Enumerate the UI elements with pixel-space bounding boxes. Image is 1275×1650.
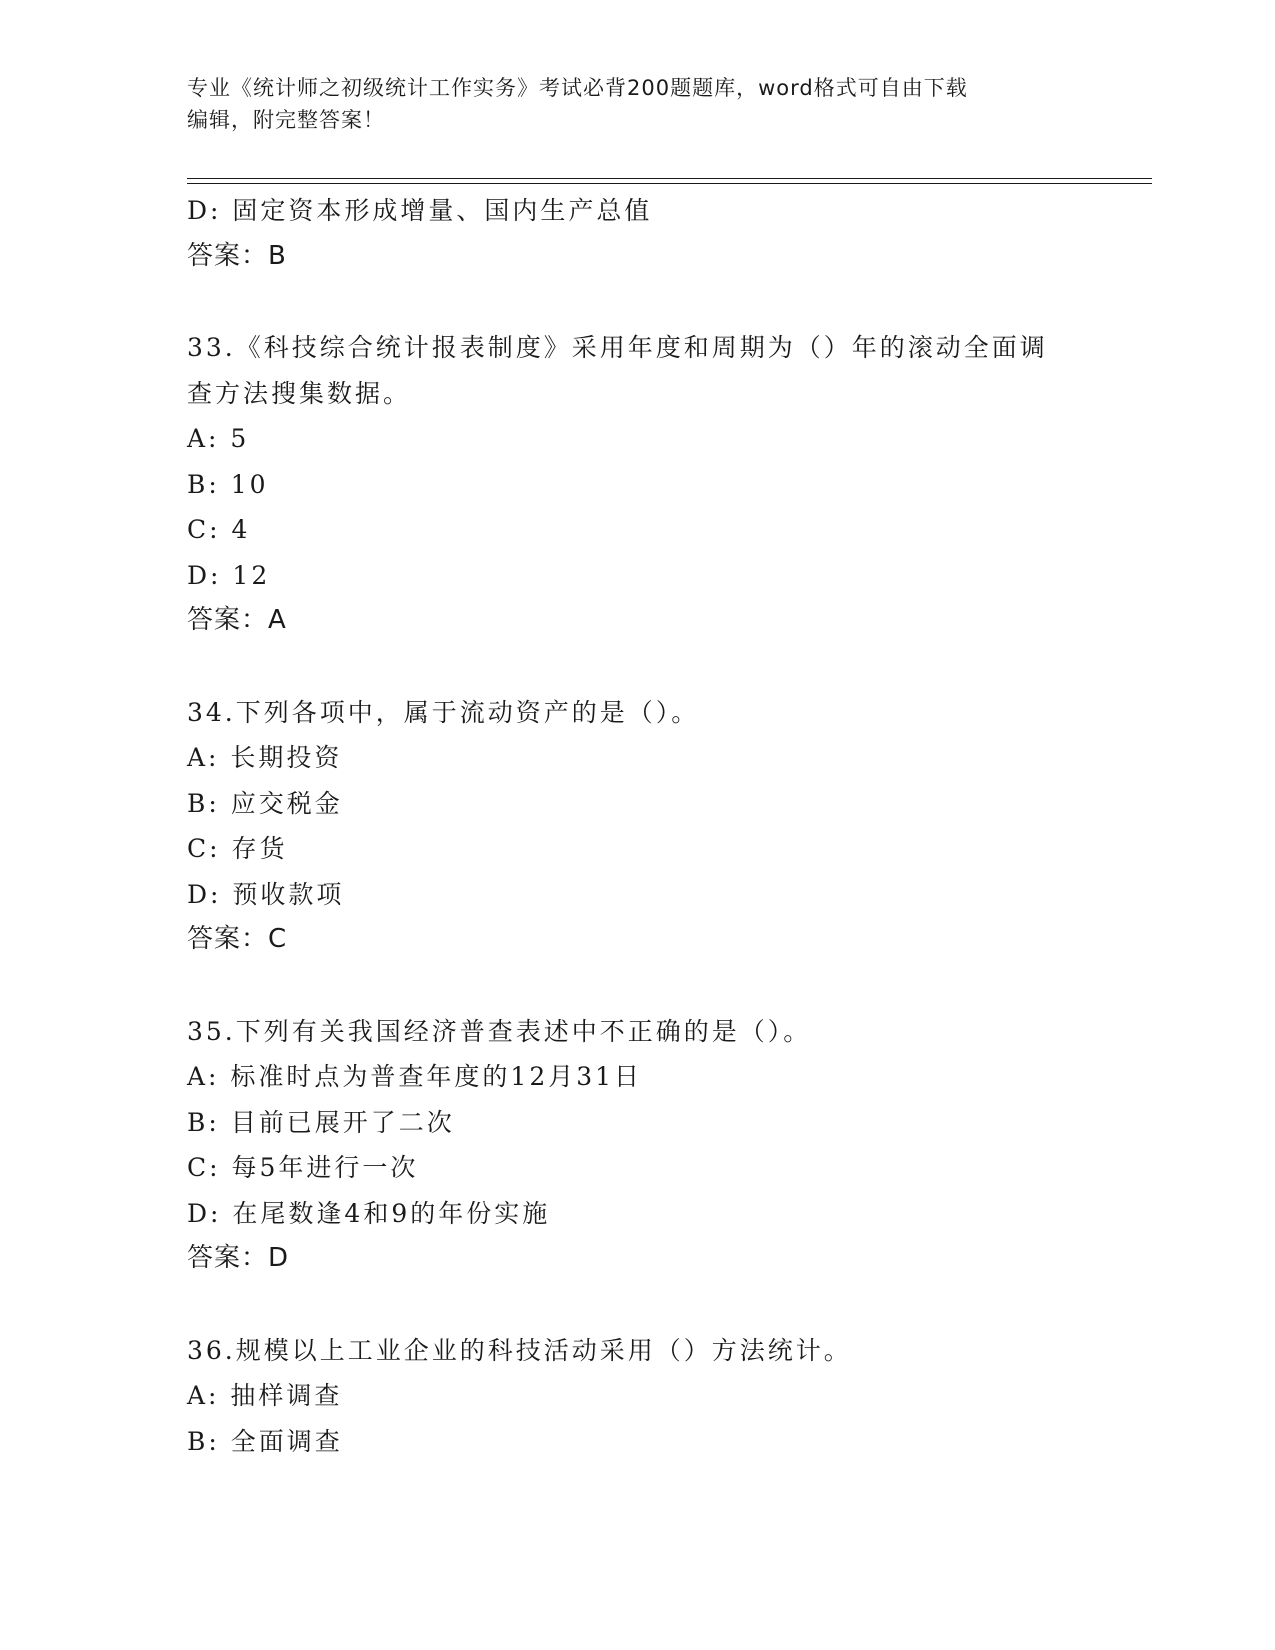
option-b: B: 全面调查 <box>187 1426 343 1456</box>
option-a: A: 抽样调查 <box>187 1381 343 1410</box>
question-list <box>187 188 1152 1464</box>
question-36 <box>187 1328 1152 1465</box>
option-a: A: 长期投资 <box>187 743 343 772</box>
option-c: C: 每5年进行一次 <box>187 1153 419 1182</box>
option-a: A: 5 <box>187 424 250 453</box>
option-b: B: 10 <box>187 469 269 499</box>
header-rule-top <box>187 178 1152 179</box>
answer-line: 答案：C <box>187 924 288 954</box>
option-d: D: 在尾数逢4和9的年份实施 <box>187 1198 551 1228</box>
answer-line: 答案：D <box>187 1243 290 1273</box>
question-stem: 34.下列各项中，属于流动资产的是（）。 <box>187 697 700 727</box>
question-35 <box>187 1009 1152 1282</box>
header-line-2: 编辑，附完整答案！ <box>187 108 385 132</box>
option-c: C: 4 <box>187 515 251 544</box>
option-d: D: 12 <box>187 560 271 590</box>
question-33 <box>187 325 1152 644</box>
header-rule-bottom <box>187 183 1152 184</box>
option-a: A: 标准时点为普查年度的12月31日 <box>187 1062 643 1091</box>
question-stem: 36.规模以上工业企业的科技活动采用（）方法统计。 <box>187 1335 852 1365</box>
option-b: B: 目前已展开了二次 <box>187 1107 455 1137</box>
question-34 <box>187 690 1152 963</box>
answer-line: 答案：B <box>187 240 287 271</box>
option-b: B: 应交税金 <box>187 788 343 818</box>
question-stem-continued: 查方法搜集数据。 <box>187 378 412 408</box>
header-line-1: 专业《统计师之初级统计工作实务》考试必背200题题库，word格式可自由下载 <box>187 76 968 100</box>
document-header <box>187 72 1067 136</box>
option-d: D: 固定资本形成增量、国内生产总值 <box>187 196 653 225</box>
option-d: D: 预收款项 <box>187 879 345 909</box>
option-c: C: 存货 <box>187 834 288 863</box>
question-stem: 33.《科技综合统计报表制度》采用年度和周期为（）年的滚动全面调 <box>187 333 1048 362</box>
answer-line: 答案：A <box>187 605 287 635</box>
question-stem: 35.下列有关我国经济普查表述中不正确的是（）。 <box>187 1016 812 1046</box>
